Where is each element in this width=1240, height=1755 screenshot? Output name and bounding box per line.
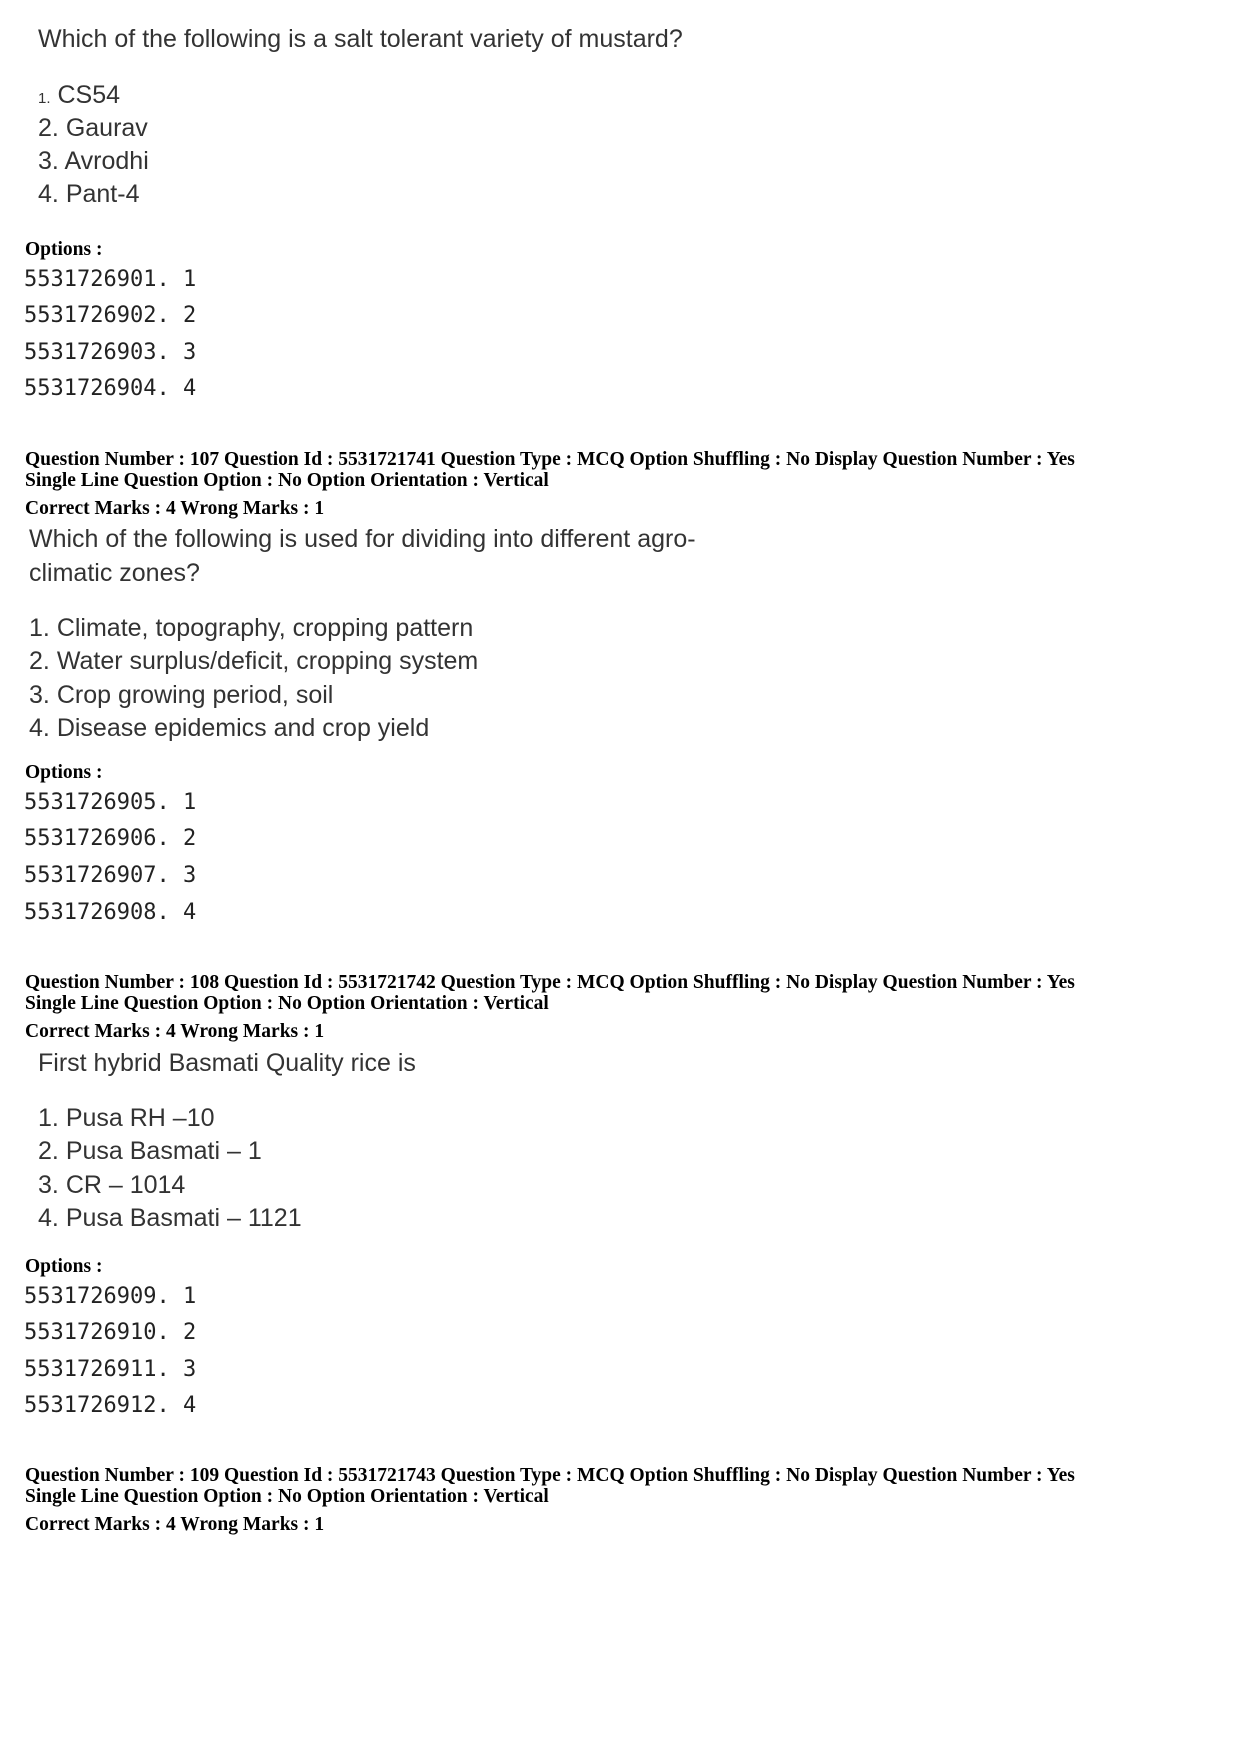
choice-4: 4. Disease epidemics and crop yield (29, 714, 430, 742)
question-108-meta-line2: Single Line Question Option : No Option Orientation : Vertical (25, 993, 549, 1014)
choice-4: 4. Pant-4 (38, 180, 140, 208)
option-3: 5531726907. 3 (24, 863, 197, 888)
question-107-meta-line1: Question Number : 107 Question Id : 5531721741 Question Type : MCQ Option Shuffling : No Display Question Number : Yes (25, 449, 1075, 470)
option-1: 5531726905. 1 (24, 790, 197, 815)
options-label: Options : (25, 1256, 103, 1277)
choice-3: 3. CR – 1014 (38, 1171, 186, 1199)
choice-2: 2. Gaurav (38, 114, 148, 142)
question-109-meta-line1: Question Number : 109 Question Id : 5531721743 Question Type : MCQ Option Shuffling : No Display Question Number : Yes (25, 1465, 1075, 1486)
question-text-line1: Which of the following is used for dividing into different agro- (29, 525, 696, 553)
option-3: 5531726903. 3 (24, 340, 197, 365)
question-text: First hybrid Basmati Quality rice is (38, 1049, 416, 1077)
option-2: 5531726902. 2 (24, 303, 197, 328)
question-text: Which of the following is a salt tolerant variety of mustard? (38, 25, 683, 53)
question-108-marks: Correct Marks : 4 Wrong Marks : 1 (25, 1021, 325, 1042)
choice-1: 1. CS54 (38, 81, 121, 109)
option-1: 5531726901. 1 (24, 267, 197, 292)
choice-4: 4. Pusa Basmati – 1121 (38, 1204, 302, 1232)
option-4: 5531726904. 4 (24, 376, 197, 401)
options-label: Options : (25, 762, 103, 783)
question-text-line2: climatic zones? (29, 559, 200, 587)
choice-3: 3. Avrodhi (38, 147, 149, 175)
choice-3: 3. Crop growing period, soil (29, 681, 334, 709)
choice-2: 2. Water surplus/deficit, cropping system (29, 647, 479, 675)
question-108-meta-line1: Question Number : 108 Question Id : 5531721742 Question Type : MCQ Option Shuffling : No Display Question Number : Yes (25, 972, 1075, 993)
option-2: 5531726910. 2 (24, 1320, 197, 1345)
option-1: 5531726909. 1 (24, 1284, 197, 1309)
question-107-marks: Correct Marks : 4 Wrong Marks : 1 (25, 498, 325, 519)
question-109-meta-line2: Single Line Question Option : No Option Orientation : Vertical (25, 1486, 549, 1507)
option-4: 5531726908. 4 (24, 900, 197, 925)
choice-1: 1. Pusa RH –10 (38, 1104, 215, 1132)
options-label: Options : (25, 239, 103, 260)
choice-2: 2. Pusa Basmati – 1 (38, 1137, 262, 1165)
option-4: 5531726912. 4 (24, 1393, 197, 1418)
question-107-meta-line2: Single Line Question Option : No Option Orientation : Vertical (25, 470, 549, 491)
choice-1: 1. Climate, topography, cropping pattern (29, 614, 474, 642)
option-2: 5531726906. 2 (24, 826, 197, 851)
option-3: 5531726911. 3 (24, 1357, 197, 1382)
question-109-marks: Correct Marks : 4 Wrong Marks : 1 (25, 1514, 325, 1535)
